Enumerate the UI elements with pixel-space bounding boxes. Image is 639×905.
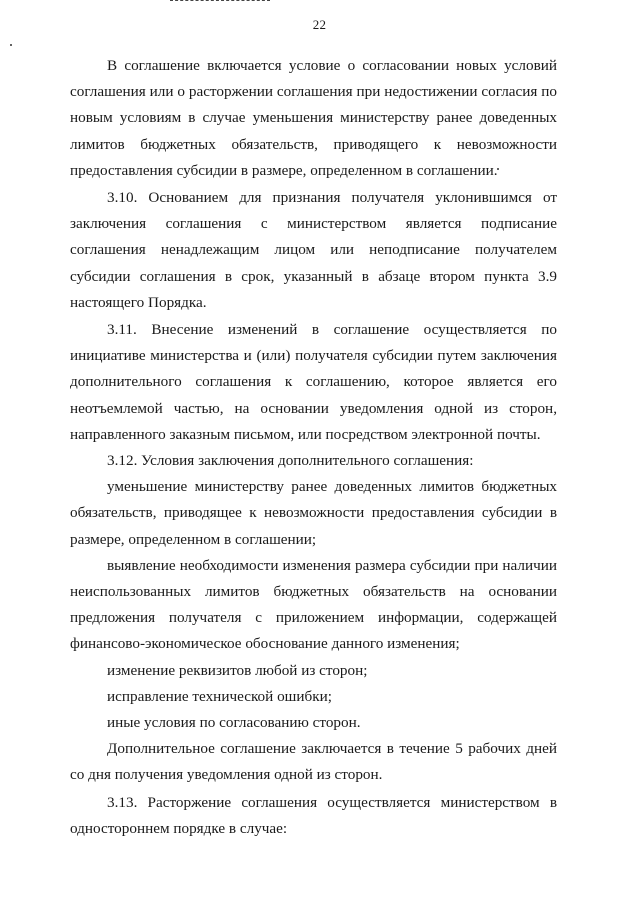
- document-body: [70, 53, 557, 842]
- scan-artifact-dot: [10, 44, 12, 46]
- paragraph-supplement-term: Дополнительное соглашение заключается в течение 5 рабочих дней со дня получения уведомления одной из сторон.: [70, 740, 557, 784]
- paragraph-intro: В соглашение включается условие о согласовании новых условий соглашения или о расторжении соглашения при недостижении согласия по новым условиям в случае уменьшения министерству ранее доведенных лимитов бюджетных обязательств, приводящего к невозможности предоставления субсидии в размере, определенном в соглашении.: [70, 57, 557, 179]
- list-item-fix-error: исправление технической ошибки;: [107, 687, 332, 705]
- paragraph-3-11: 3.11. Внесение изменений в соглашение осуществляется по инициативе министерства и (или) получателя субсидии путем заключения дополнительного соглашения к соглашению, которое является его неотъемлемой частью, на основании уведомления одной из сторон, направленного заказным письмом, или посредством электронной почты.: [70, 321, 557, 443]
- paragraph-3-13: 3.13. Расторжение соглашения осуществляется министерством в одностороннем порядке в случае:: [70, 793, 557, 837]
- list-item-change-details: изменение реквизитов любой из сторон;: [107, 661, 368, 679]
- list-item-reduce-limits: уменьшение министерству ранее доведенных лимитов бюджетных обязательств, приводящее к невозможности предоставления субсидии в размере, определенном в соглашении;: [70, 478, 557, 548]
- paragraph-3-10: 3.10. Основанием для признания получателя уклонившимся от заключения соглашения с министерством является подписание соглашения ненадлежащим лицом или неподписание получателем субсидии соглашения в срок, указанный в абзаце втором пункта 3.9 настоящего Порядка.: [70, 189, 557, 311]
- scan-artifact-line: [170, 0, 270, 2]
- page-number: 22: [312, 17, 327, 32]
- paragraph-3-12: 3.12. Условия заключения дополнительного соглашения:: [107, 452, 474, 470]
- list-item-change-amount: выявление необходимости изменения размера субсидии при наличии неиспользованных лимитов бюджетных обязательств на основании предложения получателя с приложением информации, содержащей финансово-экономическое обоснование данного изменения;: [70, 556, 557, 653]
- list-item-other-conditions: иные условия по согласованию сторон.: [107, 714, 361, 732]
